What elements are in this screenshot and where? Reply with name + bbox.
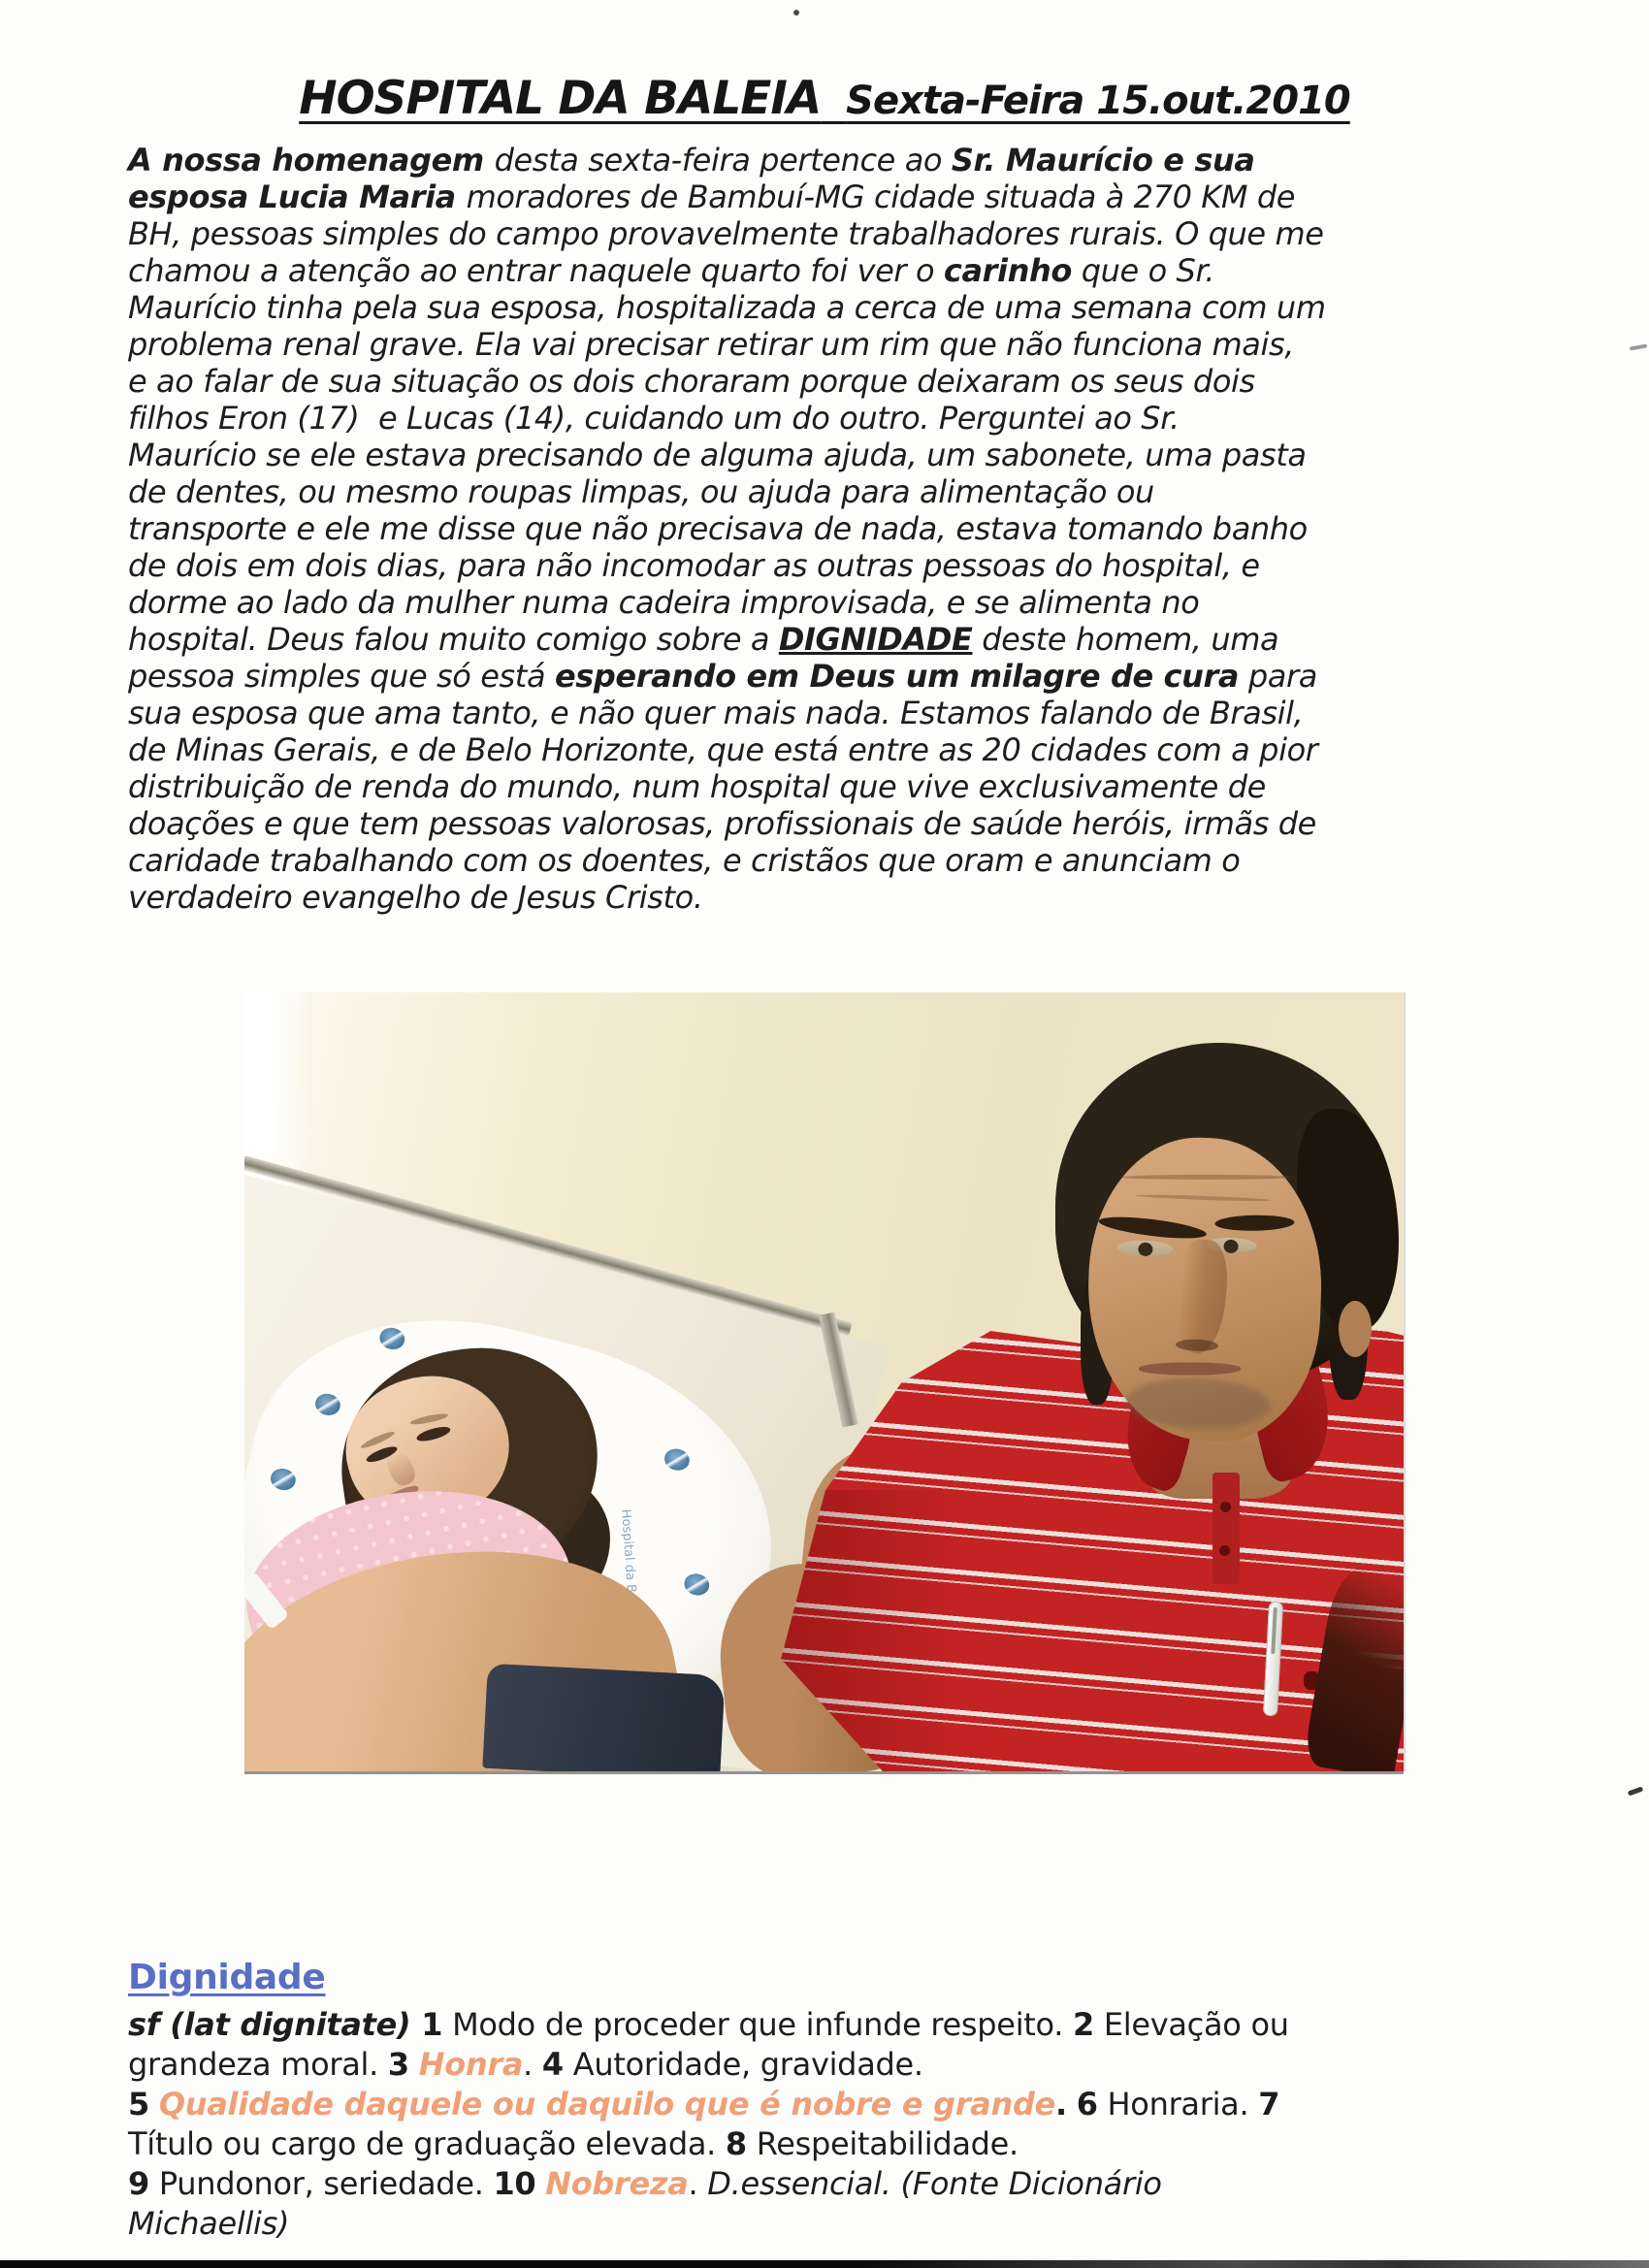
forehead-crease xyxy=(1135,1193,1271,1202)
definition-body xyxy=(128,2005,1554,2244)
text-segment: hospital. Deus falou muito comigo sobre a xyxy=(128,621,779,658)
text-line xyxy=(128,289,1554,326)
man-eyebrow xyxy=(1098,1213,1208,1243)
text-line xyxy=(128,2045,1554,2085)
text-segment: D.essencial. (Fonte Dicionário xyxy=(707,2165,1162,2202)
text-line xyxy=(128,842,1554,879)
text-segment: 6 xyxy=(1076,2086,1098,2122)
text-segment: 5 xyxy=(128,2086,149,2122)
text-segment: DIGNIDADE xyxy=(778,621,973,658)
text-line xyxy=(128,2204,1554,2244)
text-segment: caridade trabalhando com os doentes, e cristãos que oram e anunciam o xyxy=(128,842,1241,879)
text-segment: Título ou cargo de graduação elevada. xyxy=(128,2125,726,2162)
text-segment: sua esposa que ama tanto, e não quer mais nada. Estamos falando de Brasil, xyxy=(128,695,1304,731)
text-segment xyxy=(409,2046,419,2083)
text-segment: grandeza moral. xyxy=(128,2046,388,2083)
text-segment: 8 xyxy=(725,2125,747,2162)
text-segment: Sr. Maurício e sua xyxy=(951,142,1255,178)
article-body xyxy=(128,142,1554,916)
text-segment: que o Sr. xyxy=(1071,252,1215,289)
text-segment xyxy=(535,2165,545,2202)
text-segment: de dois em dois dias, para não incomodar as outras pessoas do hospital, e xyxy=(128,547,1260,584)
man-nose xyxy=(1171,1238,1231,1356)
text-line xyxy=(128,695,1554,731)
text-segment: dorme ao lado da mulher numa cadeira improvisada, e se alimenta no xyxy=(128,584,1200,621)
text-segment: Qualidade daquele ou daquilo que é nobre e grande xyxy=(158,2086,1055,2122)
text-line xyxy=(128,473,1554,510)
text-segment: 3 xyxy=(387,2046,409,2083)
text-segment xyxy=(1067,2086,1077,2122)
text-line xyxy=(128,252,1554,289)
text-segment: verdadeiro evangelho de Jesus Cristo. xyxy=(128,879,703,916)
text-line xyxy=(128,178,1554,215)
text-segment: 2 xyxy=(1073,2006,1094,2043)
text-segment: desta sexta-feira pertence ao xyxy=(494,142,952,178)
text-line xyxy=(128,510,1554,547)
text-segment: Honraria. xyxy=(1097,2086,1259,2122)
text-line xyxy=(128,215,1554,252)
text-segment: A nossa homenagem xyxy=(128,142,495,178)
text-line xyxy=(128,142,1554,178)
man-eyebrow xyxy=(1214,1215,1294,1231)
text-segment: 4 xyxy=(541,2046,564,2083)
shirt-button xyxy=(1220,1502,1231,1512)
text-segment: moradores de Bambuí-MG cidade situada à 270 KM de xyxy=(466,178,1296,215)
text-segment: esposa Lucia Maria xyxy=(128,178,467,215)
man-mouth xyxy=(1139,1363,1241,1376)
text-segment: Elevação ou xyxy=(1093,2006,1289,2043)
text-segment: chamou a atenção ao entrar naquele quarto foi ver o xyxy=(128,252,944,289)
text-segment: 1 xyxy=(421,2006,443,2043)
definition-heading: Dignidade xyxy=(128,1958,326,1997)
text-segment: para xyxy=(1239,658,1317,695)
dictionary-definition xyxy=(128,1958,1554,2244)
text-segment: 7 xyxy=(1258,2086,1280,2122)
text-segment: 9 xyxy=(128,2165,149,2202)
scan-speck xyxy=(793,10,799,16)
text-line xyxy=(128,2085,1554,2124)
text-line xyxy=(128,363,1554,400)
text-line xyxy=(128,2124,1554,2164)
text-segment: e ao falar de sua situação os dois choraram porque deixaram os seus dois xyxy=(128,363,1255,400)
text-line xyxy=(128,768,1554,805)
text-segment: . xyxy=(688,2165,708,2202)
pillow-logo xyxy=(269,1466,299,1493)
dark-fabric xyxy=(482,1664,725,1771)
text-line xyxy=(128,400,1554,437)
text-line xyxy=(128,879,1554,916)
pen-clip xyxy=(1271,1607,1277,1654)
scan-edge-bar xyxy=(0,2260,1649,2268)
text-segment: Michaellis) xyxy=(128,2205,290,2242)
text-line xyxy=(128,805,1554,842)
text-line xyxy=(128,326,1554,363)
text-segment: de dentes, ou mesmo roupas limpas, ou ajuda para alimentação ou xyxy=(128,473,1154,510)
text-segment: . xyxy=(1054,2086,1067,2122)
text-segment: sf (lat dignitate) xyxy=(128,2006,422,2043)
text-line xyxy=(128,621,1554,658)
text-line xyxy=(128,2164,1554,2204)
text-segment: problema renal grave. Ela vai precisar retirar um rim que não funciona mais, xyxy=(128,326,1295,363)
text-segment: de Minas Gerais, e de Belo Horizonte, que está entre as 20 cidades com a pior xyxy=(128,731,1318,768)
title-main: HOSPITAL DA BALEIA xyxy=(299,72,822,125)
text-segment: Maurício se ele estava precisando de alguma ajuda, um sabonete, uma pasta xyxy=(128,437,1307,473)
text-segment: BH, pessoas simples do campo provavelmente trabalhadores rurais. O que me xyxy=(128,215,1324,252)
title-date-text: Sexta-Feira 15.out.2010 xyxy=(846,79,1350,123)
shirt-button xyxy=(1219,1545,1230,1556)
pillow-logo xyxy=(377,1325,407,1352)
text-segment: distribuição de renda do mundo, num hospital que vive exclusivamente de xyxy=(128,768,1266,805)
text-segment: Modo de proceder que infunde respeito. xyxy=(442,2006,1073,2043)
text-line xyxy=(128,2005,1554,2045)
page-title xyxy=(0,72,1649,125)
text-segment: . xyxy=(523,2046,542,2083)
text-line xyxy=(128,731,1554,768)
text-segment: Maurício tinha pela sua esposa, hospitalizada a cerca de uma semana com um xyxy=(128,289,1326,326)
text-segment: 10 xyxy=(493,2165,536,2202)
shirt-placket xyxy=(1212,1473,1240,1584)
page-title-text xyxy=(299,72,1350,125)
pillow-logo xyxy=(682,1571,712,1599)
patient-eyebrow xyxy=(409,1411,449,1426)
text-segment: esperando em Deus um milagre de cura xyxy=(554,658,1240,695)
text-segment: transporte e ele me disse que não precisava de nada, estava tomando banho xyxy=(128,510,1308,547)
text-segment: filhos Eron (17) e Lucas (14), cuidando um do outro. Perguntei ao Sr. xyxy=(128,400,1180,437)
title-date xyxy=(821,79,846,123)
pillow-logo xyxy=(313,1391,343,1418)
text-segment: doações e que tem pessoas valorosas, profissionais de saúde heróis, irmãs de xyxy=(128,805,1316,842)
text-segment: Autoridade, gravidade. xyxy=(563,2046,923,2083)
text-line xyxy=(128,437,1554,473)
text-line xyxy=(128,584,1554,621)
text-segment: Nobreza xyxy=(545,2165,689,2202)
text-line xyxy=(128,658,1554,695)
patient-eye xyxy=(415,1424,452,1443)
text-segment: Respeitabilidade. xyxy=(746,2125,1018,2162)
man-ear xyxy=(1339,1301,1372,1357)
text-segment: carinho xyxy=(943,252,1072,289)
text-segment: pessoa simples que só está xyxy=(128,658,555,695)
hospital-photo xyxy=(244,992,1404,1771)
text-line xyxy=(128,547,1554,584)
text-segment: deste homem, uma xyxy=(972,621,1279,658)
text-segment xyxy=(149,2086,159,2122)
text-segment: Honra xyxy=(418,2046,524,2083)
scan-squiggle xyxy=(1628,1786,1644,1796)
man-nostrils xyxy=(1176,1339,1218,1352)
scan-dash xyxy=(1630,343,1647,350)
pillow-print-text: Hospital da Baleia xyxy=(618,1508,641,1624)
text-segment: Pundonor, seriedade. xyxy=(148,2165,494,2202)
pillow-logo xyxy=(663,1446,693,1474)
forehead-crease xyxy=(1121,1175,1291,1180)
